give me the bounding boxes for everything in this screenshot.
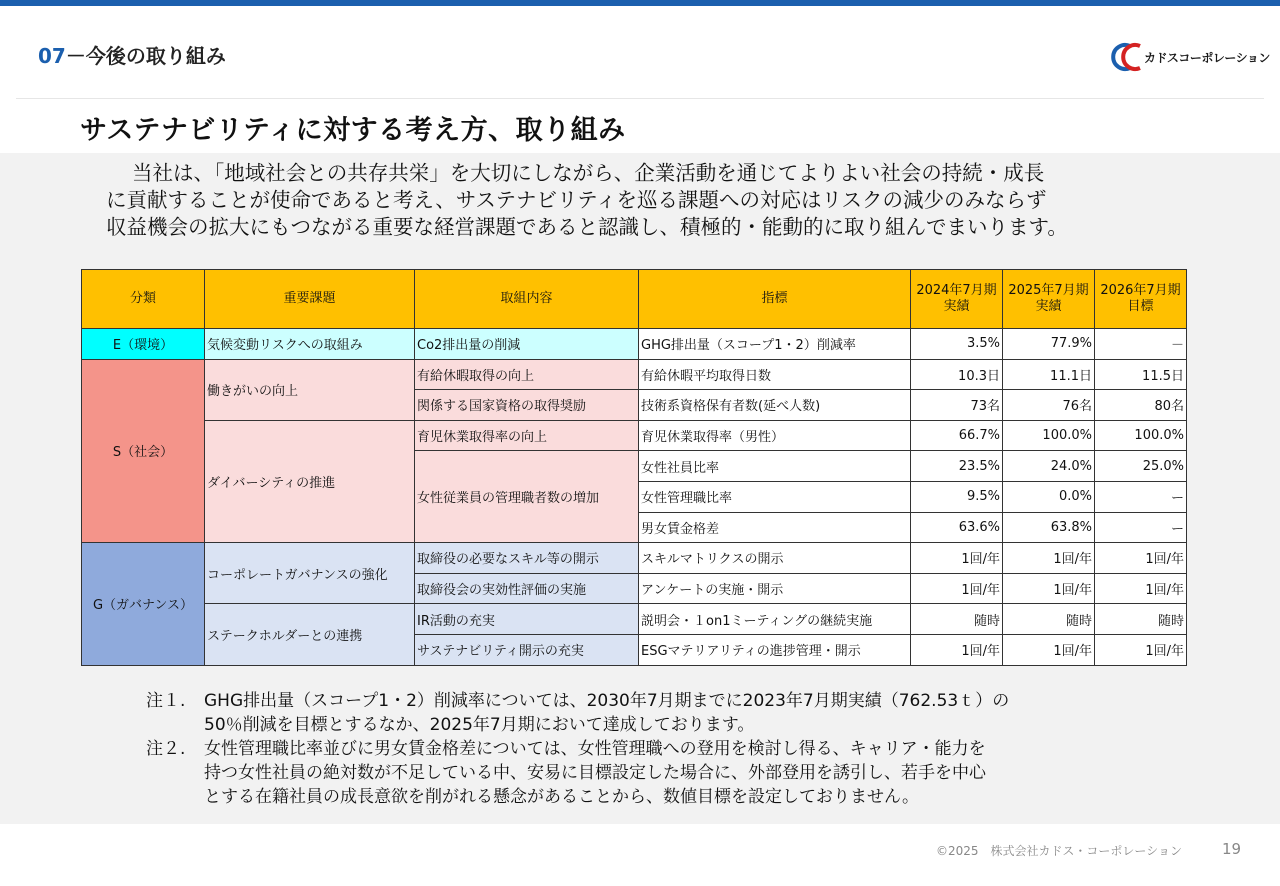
- footnote-tag: 注１.: [146, 691, 186, 711]
- category-cell-g: G（ガバナンス）: [82, 543, 205, 665]
- footnotes: [146, 689, 1146, 809]
- value-2025: 随時: [1003, 604, 1095, 635]
- indicator-cell: 技術系資格保有者数(延べ人数): [639, 390, 911, 421]
- page-heading: サステナビリティに対する考え方、取り組み: [80, 115, 626, 146]
- initiative-cell: IR活動の充実: [415, 604, 639, 635]
- indicator-cell: アンケートの実施・開示: [639, 573, 911, 604]
- footnote: [146, 737, 1146, 809]
- indicator-cell: 有給休暇平均取得日数: [639, 359, 911, 390]
- header-2025: 2025年7月期 実績: [1003, 270, 1095, 329]
- initiative-cell: 女性従業員の管理職者数の増加: [415, 451, 639, 543]
- initiative-cell: サステナビリティ開示の充実: [415, 634, 639, 665]
- value-2026: ー: [1095, 512, 1187, 543]
- value-2026: 1回/年: [1095, 634, 1187, 665]
- indicator-cell: 育児休業取得率（男性）: [639, 420, 911, 451]
- intro-line: に貢献することが使命であると考え、サステナビリティを巡る課題への対応はリスクの減少のみならず: [106, 188, 1047, 212]
- header-2026: 2026年7月期 目標: [1095, 270, 1187, 329]
- issue-cell: ダイバーシティの推進: [205, 420, 415, 542]
- intro-line: 収益機会の拡大にもつながる重要な経営課題であると認識し、積極的・能動的に取り組んでまいります。: [106, 215, 1068, 239]
- indicator-cell: 女性社員比率: [639, 451, 911, 482]
- value-2024: 3.5%: [911, 329, 1003, 360]
- logo-mark-icon: [1108, 40, 1148, 74]
- footnote-tag: 注２.: [146, 739, 186, 759]
- indicator-cell: 男女賃金格差: [639, 512, 911, 543]
- value-2024: 随時: [911, 604, 1003, 635]
- value-2026: 80名: [1095, 390, 1187, 421]
- value-2025: 1回/年: [1003, 634, 1095, 665]
- value-2024: 10.3日: [911, 359, 1003, 390]
- value-2026: 25.0%: [1095, 451, 1187, 482]
- value-2026: －: [1095, 329, 1187, 360]
- section-title: [38, 40, 226, 69]
- initiative-cell: 取締役の必要なスキル等の開示: [415, 543, 639, 574]
- value-2024: 1回/年: [911, 543, 1003, 574]
- value-2025: 0.0%: [1003, 481, 1095, 512]
- value-2025: 24.0%: [1003, 451, 1095, 482]
- company-logo: [1108, 40, 1268, 74]
- initiative-cell: 有給休暇取得の向上: [415, 359, 639, 390]
- indicator-cell: ESGマテリアリティの進捗管理・開示: [639, 634, 911, 665]
- page-number: 19: [1222, 840, 1242, 858]
- value-2025: 63.8%: [1003, 512, 1095, 543]
- value-2026: ー: [1095, 481, 1187, 512]
- category-cell-s: S（社会）: [82, 359, 205, 543]
- top-accent-bar: [0, 0, 1280, 6]
- value-2024: 1回/年: [911, 573, 1003, 604]
- value-2025: 1回/年: [1003, 573, 1095, 604]
- footnote-line: 女性管理職比率並びに男女賃金格差については、女性管理職への登用を検討し得る、キャリア・能力を: [204, 739, 986, 759]
- indicator-cell: 説明会・１on1ミーティングの継続実施: [639, 604, 911, 635]
- category-cell-e: E（環境）: [82, 329, 205, 360]
- footnote-body: [204, 689, 1009, 737]
- initiative-cell: 関係する国家資格の取得奨励: [415, 390, 639, 421]
- copyright: ©2025 株式会社カドス・コーポレーション: [936, 844, 1182, 858]
- table-row: [82, 359, 1187, 390]
- logo-text: カドスコーポレーション: [1144, 51, 1270, 65]
- value-2026: 11.5日: [1095, 359, 1187, 390]
- indicator-cell: スキルマトリクスの開示: [639, 543, 911, 574]
- footnote-line: 50％削減を目標とするなか、2025年7月期において達成しております。: [204, 715, 755, 735]
- value-2024: 66.7%: [911, 420, 1003, 451]
- value-2024: 63.6%: [911, 512, 1003, 543]
- header-divider: [16, 98, 1264, 99]
- value-2026: 1回/年: [1095, 573, 1187, 604]
- indicator-cell: 女性管理職比率: [639, 481, 911, 512]
- initiative-cell: Co2排出量の削減: [415, 329, 639, 360]
- intro-paragraph: [106, 160, 1196, 241]
- value-2024: 23.5%: [911, 451, 1003, 482]
- footnote-line: とする在籍社員の成長意欲を削がれる懸念があることから、数値目標を設定しておりません。: [204, 787, 920, 807]
- header-indicator: 指標: [639, 270, 911, 329]
- value-2026: 随時: [1095, 604, 1187, 635]
- value-2025: 100.0%: [1003, 420, 1095, 451]
- value-2024: 1回/年: [911, 634, 1003, 665]
- value-2024: 73名: [911, 390, 1003, 421]
- issue-cell: 働きがいの向上: [205, 359, 415, 420]
- section-number: 07: [38, 44, 66, 68]
- table-row: [82, 543, 1187, 574]
- issue-cell: コーポレートガバナンスの強化: [205, 543, 415, 604]
- value-2025: 77.9%: [1003, 329, 1095, 360]
- indicator-cell: GHG排出量（スコープ1・2）削減率: [639, 329, 911, 360]
- table-row: [82, 329, 1187, 360]
- value-2026: 1回/年: [1095, 543, 1187, 574]
- sustainability-kpi-table: [81, 269, 1187, 666]
- table-row: [82, 420, 1187, 451]
- header-2024: 2024年7月期 実績: [911, 270, 1003, 329]
- issue-cell: 気候変動リスクへの取組み: [205, 329, 415, 360]
- initiative-cell: 育児休業取得率の向上: [415, 420, 639, 451]
- header-issue: 重要課題: [205, 270, 415, 329]
- header-initiative: 取組内容: [415, 270, 639, 329]
- footnote-body: [204, 737, 986, 809]
- value-2025: 11.1日: [1003, 359, 1095, 390]
- table-header-row: [82, 270, 1187, 329]
- footnote-line: 持つ女性社員の絶対数が不足している中、安易に目標設定した場合に、外部登用を誘引し、若手を中心: [204, 763, 986, 783]
- value-2024: 9.5%: [911, 481, 1003, 512]
- table-row: [82, 604, 1187, 635]
- section-title-text: －今後の取り組み: [65, 44, 226, 68]
- footnote-line: GHG排出量（スコープ1・2）削減率については、2030年7月期までに2023年7月期実績（762.53ｔ）の: [204, 691, 1010, 711]
- issue-cell: ステークホルダーとの連携: [205, 604, 415, 665]
- header-category: 分類: [82, 270, 205, 329]
- footnote: [146, 689, 1146, 737]
- value-2025: 1回/年: [1003, 543, 1095, 574]
- value-2026: 100.0%: [1095, 420, 1187, 451]
- value-2025: 76名: [1003, 390, 1095, 421]
- initiative-cell: 取締役会の実効性評価の実施: [415, 573, 639, 604]
- intro-line: 当社は、「地域社会との共存共栄」を大切にしながら、企業活動を通じてよりよい社会の持続・成長: [132, 161, 1045, 185]
